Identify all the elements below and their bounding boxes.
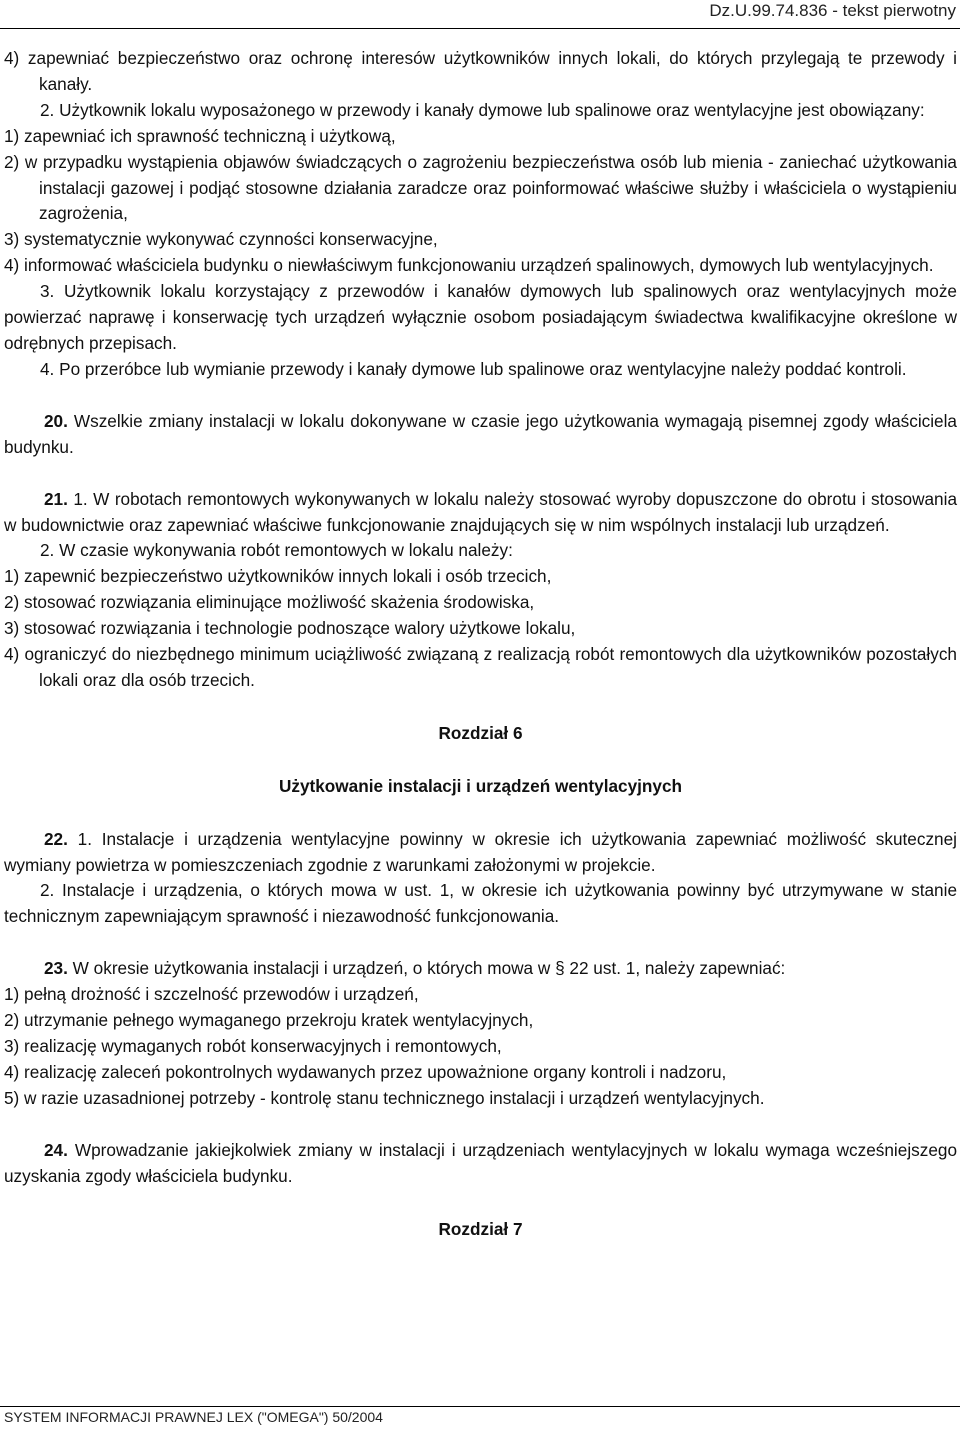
list-item: 1) pełną drożność i szczelność przewodów i urządzeń, [4,984,419,1005]
section-22-paragraph-2: 2. Instalacje i urządzenia, o których mowa w ust. 1, w okresie ich użytkowania powinny być utrzymywane w stanie technicznym zapewniającym sprawność i niezawodność funkcjonowania. [4,880,957,927]
s19-p4-number: 4. [40,358,55,379]
section-21-paragraph-1 [4,487,957,539]
spacer [4,747,957,774]
section-24-number: 24. [44,1139,68,1160]
spacer [4,930,957,956]
document-id-header: Dz.U.99.74.836 - tekst pierwotny [709,1,956,20]
list-item: 4) realizację zaleceń pokontrolnych wydawanych przez upoważnione organy kontroli i nadzoru, [4,1061,727,1082]
list-item: 2) utrzymanie pełnego wymaganego przekroju kratek wentylacyjnych, [4,1010,534,1031]
list-item: 4) ograniczyć do niezbędnego minimum uciążliwość związaną z realizacją robót remontowych dla użytkowników pozostałych lokali oraz dla osób trzecich. [4,644,957,690]
section-20-text: Wszelkie zmiany instalacji w lokalu dokonywane w czasie jego użytkowania wymagają pisemnej zgody właściciela budynku. [4,410,957,457]
section-24-text: Wprowadzanie jakiejkolwiek zmiany w instalacji i urządzeniach wentylacyjnych w lokalu wymaga wcześniejszego uzyskania zgody właściciela budynku. [4,1139,957,1186]
spacer [4,1112,957,1138]
section-20-number: 20. [44,410,68,431]
chapter-6-subtitle: Użytkowanie instalacji i urządzeń wentylacyjnych [278,775,683,796]
list-item: 2) stosować rozwiązania eliminujące możliwość skażenia środowiska, [4,592,535,613]
section-21-paragraph-2: 2. W czasie wykonywania robót remontowych w lokalu należy: [40,540,513,561]
s19-paragraph-4 [4,357,957,383]
list-item: 4) informować właściciela budynku o niewłaściwym funkcjonowaniu urządzeń spalinowych, dymowych lub wentylacyjnych. [4,255,934,276]
list-item: 5) w razie uzasadnionej potrzeby - kontrolę stanu technicznego instalacji i urządzeń wentylacyjnych. [4,1087,765,1108]
spacer [4,1190,957,1217]
spacer [4,800,957,827]
s19-p3-text: Użytkownik lokalu korzystający z przewodów i kanałów dymowych lub spalinowych oraz wentylacyjnych może powierzać naprawę i konserwację tych urządzeń wyłącznie osobom posiadającym świadectwa kwalifikacyjne określone w odrębnych przepisach. [4,281,957,353]
section-23 [4,956,957,982]
s19-p3-number: 3. [40,281,55,302]
chapter-7-title: Rozdział 7 [438,1218,523,1239]
s19-p4-text: Po przeróbce lub wymianie przewody i kanały dymowe lub spalinowe oraz wentylacyjne należy poddać kontroli. [54,358,907,379]
chapter-6-title: Rozdział 6 [438,722,523,743]
section-23-text: W okresie użytkowania instalacji i urządzeń, o których mowa w § 22 ust. 1, należy zapewniać: [67,958,786,979]
list-item: 1) zapewnić bezpieczeństwo użytkowników innych lokali i osób trzecich, [4,566,552,587]
spacer [4,694,957,721]
section-23-number: 23. [44,958,68,979]
s19-p2-text: Użytkownik lokalu wyposażonego w przewody i kanały dymowe lub spalinowe oraz wentylacyjne jest obowiązany: [54,99,925,120]
section-22-p1-text: 1. Instalacje i urządzenia wentylacyjne powinny w okresie ich użytkowania zapewniać możliwość skutecznej wymiany powietrza w pomieszczeniach zgodnie z warunkami założonymi w projekcie. [4,828,957,875]
list-item: 1) zapewniać ich sprawność techniczną i użytkową, [4,125,396,146]
s19-paragraph-3 [4,279,957,357]
list-item: 3) systematycznie wykonywać czynności konserwacyjne, [4,229,438,250]
list-item: 2) w przypadku wystąpienia objawów świadczących o zagrożeniu bezpieczeństwa osób lub mienia - zaniechać użytkowania instalacji gazowej i podjąć stosowne działania zaradcze oraz poinformować właściwe służby i właściciela o wystąpieniu zagrożenia, [4,151,957,224]
section-24 [4,1138,957,1190]
section-20 [4,409,957,461]
list-item: 3) stosować rozwiązania i technologie podnoszące walory użytkowe lokalu, [4,618,576,639]
spacer [4,383,957,409]
s19-p2-number: 2. [40,99,55,120]
section-22-number: 22. [44,828,68,849]
footer-source: SYSTEM INFORMACJI PRAWNEJ LEX ("OMEGA") 50/2004 [4,1409,383,1425]
s19-paragraph-2 [4,98,957,124]
section-21-number: 21. [44,488,68,509]
document-body [4,46,957,1242]
section-21-p1-text: 1. W robotach remontowych wykonywanych w lokalu należy stosować wyroby dopuszczone do obrotu i stosowania w budownictwie oraz zapewniać właściwe funkcjonowanie znajdujących się w nim wspólnych instalacji lub urządzeń. [4,488,957,535]
header-rule [0,28,960,29]
section-22-paragraph-1 [4,827,957,879]
list-item: 3) realizację wymaganych robót konserwacyjnych i remontowych, [4,1036,502,1056]
footer-rule [0,1406,960,1407]
spacer [4,461,957,487]
s19-item-4: 4) zapewniać bezpieczeństwo oraz ochronę interesów użytkowników innych lokali, do których przylegają te przewody i kanały. [4,48,957,94]
